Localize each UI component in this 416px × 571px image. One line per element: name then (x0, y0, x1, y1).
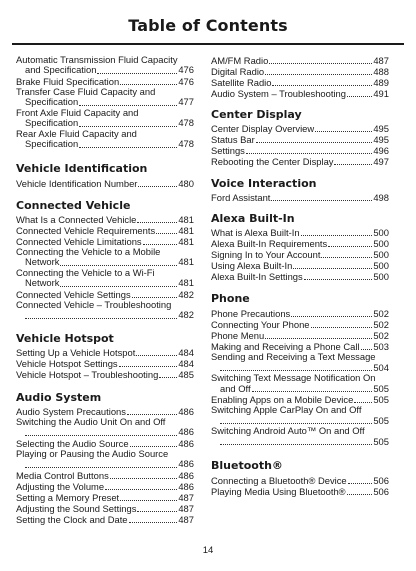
toc-entry-title: Connecting a Bluetooth® Device (211, 475, 347, 486)
toc-entry[interactable] (211, 308, 389, 319)
toc-column-right (211, 54, 389, 497)
toc-entry[interactable] (211, 405, 389, 426)
toc-entry-title: Alexa Built-In Requirements (211, 238, 328, 249)
toc-entry-page: 485 (178, 368, 194, 380)
toc-entry-page: 497 (373, 156, 389, 167)
toc-entry-title: Connected Vehicle – Troubleshooting (16, 298, 172, 310)
toc-entry[interactable] (211, 66, 389, 77)
toc-entry-page: 486 (178, 480, 194, 492)
toc-entry[interactable] (211, 77, 389, 88)
toc-entry-title: Switching Android Auto™ On and Off (211, 425, 365, 436)
toc-entry[interactable] (211, 134, 389, 145)
toc-entry[interactable] (211, 260, 389, 271)
toc-entry-title: Connecting Your Phone (211, 319, 310, 330)
toc-entry-page: 500 (373, 238, 389, 249)
toc-entry-page: 487 (178, 491, 194, 503)
toc-entry-page: 505 (373, 382, 389, 394)
toc-entry-page: 500 (373, 271, 389, 282)
toc-entry-title: Adjusting the Sound Settings (16, 502, 137, 514)
toc-entry-title: Transfer Case Fluid Capacity and (16, 85, 156, 97)
toc-entry-page: 495 (373, 123, 389, 134)
toc-entry-title: Settings (211, 145, 245, 156)
toc-entry-title: Status Bar (211, 134, 255, 145)
toc-entry-page: 481 (178, 235, 194, 247)
toc-entry-title: Playing Media Using Bluetooth® (211, 486, 346, 497)
toc-entry[interactable] (211, 88, 389, 99)
toc-entry-page: 498 (373, 192, 389, 203)
section-heading-audio-system: Audio System (16, 390, 102, 404)
toc-entry[interactable] (211, 475, 389, 486)
toc-entry-page: 486 (178, 426, 194, 437)
toc-entry[interactable] (16, 514, 194, 525)
toc-entry-title: Connected Vehicle Limitations (16, 235, 142, 247)
toc-entry-page: 481 (178, 256, 194, 267)
toc-entry-page: 484 (178, 357, 194, 369)
toc-entry-title: What Is a Connected Vehicle (16, 213, 137, 225)
toc-entry-title: Connecting the Vehicle to a Mobile (16, 245, 161, 257)
toc-entry[interactable] (211, 192, 389, 203)
toc-entry-page: 486 (178, 437, 194, 449)
toc-entry-title: Center Display Overview (211, 123, 315, 134)
toc-entry[interactable] (16, 268, 194, 289)
toc-entry-page: 506 (373, 475, 389, 486)
toc-entry-page: 486 (178, 469, 194, 481)
toc-entry[interactable] (16, 492, 194, 503)
toc-entry-title: Brake Fluid Specification (16, 75, 120, 87)
toc-entry-title: Rear Axle Fluid Capacity and (16, 127, 137, 139)
toc-entry-title-cont: Network (25, 256, 60, 267)
toc-entry-page: 481 (178, 213, 194, 225)
toc-entry-title: Digital Radio (211, 66, 265, 77)
toc-entry-page: 482 (178, 309, 194, 320)
toc-entry-title: Using Alexa Built-In (211, 260, 293, 271)
toc-entry[interactable] (16, 358, 194, 369)
toc-entry-title: Adjusting the Volume (16, 480, 105, 492)
toc-entry-title: Setting a Memory Preset (16, 491, 120, 503)
toc-entry[interactable] (211, 156, 389, 167)
toc-entry-title: Phone Precautions (211, 308, 291, 319)
toc-entry-page: 506 (373, 486, 389, 497)
toc-entry[interactable] (16, 438, 194, 449)
toc-entry[interactable] (16, 214, 194, 225)
toc-entry[interactable] (211, 249, 389, 260)
toc-entry[interactable] (211, 486, 389, 497)
toc-entry-title: Connected Vehicle Settings (16, 288, 131, 300)
toc-entry-page: 487 (178, 513, 194, 525)
toc-entry-page: 502 (373, 308, 389, 319)
toc-entry-title: Phone Menu (211, 330, 265, 341)
page-title: Table of Contents (128, 16, 288, 35)
toc-entry-title: Setting Up a Vehicle Hotspot (16, 346, 136, 358)
toc-entry[interactable] (211, 123, 389, 134)
toc-entry-page: 486 (178, 405, 194, 417)
toc-entry-title: Alexa Built-In Settings (211, 271, 303, 282)
toc-entry-page: 476 (178, 75, 194, 87)
toc-entry[interactable] (16, 247, 194, 268)
toc-entry-title: Audio System – Troubleshooting (211, 88, 346, 99)
toc-column-left (16, 54, 194, 525)
toc-entry-page: 489 (373, 77, 389, 88)
toc-entry-page: 487 (373, 55, 389, 66)
toc-entry-page: 476 (178, 64, 194, 75)
toc-entry[interactable] (16, 108, 194, 129)
section-heading-phone: Phone (211, 292, 250, 305)
toc-entry[interactable] (16, 406, 194, 417)
toc-entry[interactable] (16, 300, 194, 321)
toc-entry-title: Switching the Audio Unit On and Off (16, 415, 166, 427)
toc-entry-title-cont: and Off (220, 382, 251, 394)
toc-entry-page: 503 (373, 341, 389, 352)
toc-entry-title: Automatic Transmission Fluid Capacity (16, 53, 178, 65)
title-divider (12, 43, 404, 45)
toc-entry[interactable] (16, 76, 194, 87)
toc-entry[interactable] (16, 369, 194, 380)
toc-entry-title: Switching Apple CarPlay On and Off (211, 404, 362, 415)
toc-entry[interactable] (211, 227, 389, 238)
toc-entry-page: 487 (178, 502, 194, 514)
toc-entry[interactable] (211, 426, 389, 447)
toc-entry-title: Enabling Apps on a Mobile Device (211, 394, 354, 405)
toc-entry-title-cont: and Specification (25, 64, 97, 75)
toc-entry[interactable] (211, 373, 389, 394)
toc-entry-title: Setting the Clock and Date (16, 513, 128, 525)
toc-entry-title: AM/FM Radio (211, 55, 269, 66)
toc-entry-title-cont: Specification (25, 117, 79, 128)
toc-entry-title-cont: Network (25, 277, 60, 288)
toc-entry[interactable] (16, 289, 194, 300)
toc-entry[interactable] (16, 236, 194, 247)
toc-entry-title: Playing or Pausing the Audio Source (16, 447, 169, 459)
toc-entry[interactable] (16, 449, 194, 470)
toc-entry[interactable] (16, 55, 194, 76)
section-heading-vehicle-hotspot: Vehicle Hotspot (16, 331, 114, 345)
toc-entry-page: 505 (373, 414, 389, 426)
section-heading-center-display: Center Display (211, 108, 302, 121)
toc-entry-title: Vehicle Hotspot Settings (16, 357, 118, 369)
section-heading-voice-interaction: Voice Interaction (211, 177, 317, 190)
toc-entry-page: 484 (178, 346, 194, 358)
toc-entry-page: 496 (373, 145, 389, 156)
toc-entry-page: 500 (373, 227, 389, 238)
toc-entry-page: 502 (373, 319, 389, 330)
toc-entry-title: Ford Assistant (211, 192, 271, 203)
section-heading-bluetooth: Bluetooth® (211, 459, 283, 472)
toc-entry-title: Switching Text Message Notification On (211, 372, 376, 383)
toc-entry-page: 480 (178, 177, 194, 189)
toc-entry-title: What is Alexa Built-In (211, 227, 300, 238)
toc-entry-page: 478 (178, 138, 194, 149)
section-heading-connected-vehicle: Connected Vehicle (16, 198, 131, 212)
toc-entry-page: 481 (178, 277, 194, 288)
toc-entry-title: Selecting the Audio Source (16, 437, 129, 449)
toc-entry-title-cont: Specification (25, 138, 79, 149)
toc-entry[interactable] (211, 319, 389, 330)
toc-entry-title-cont: Specification (25, 96, 79, 107)
toc-entry-title: Sending and Receiving a Text Message (211, 351, 376, 362)
toc-entry-page: 482 (178, 288, 194, 300)
toc-entry-title: Rebooting the Center Display (211, 156, 334, 167)
toc-entry-title: Satellite Radio (211, 77, 272, 88)
toc-entry[interactable] (16, 178, 194, 189)
toc-entry[interactable] (211, 238, 389, 249)
section-heading-alexa: Alexa Built-In (211, 212, 295, 225)
toc-entry-title: Media Control Buttons (16, 469, 109, 481)
toc-entry-page: 504 (373, 361, 389, 373)
toc-entry[interactable] (16, 347, 194, 358)
toc-entry[interactable] (16, 129, 194, 150)
page-number: 14 (202, 545, 214, 556)
toc-entry-title: Vehicle Hotspot – Troubleshooting (16, 368, 159, 380)
toc-entry-page: 500 (373, 260, 389, 271)
toc-entry-title: Audio System Precautions (16, 405, 126, 417)
toc-entry-page: 505 (373, 394, 389, 405)
toc-entry[interactable] (16, 481, 194, 492)
toc-entry-page: 477 (178, 96, 194, 107)
toc-entry-page: 502 (373, 330, 389, 341)
toc-entry[interactable] (16, 503, 194, 514)
toc-entry-page: 495 (373, 134, 389, 145)
toc-entry-title: Connecting the Vehicle to a Wi-Fi (16, 266, 155, 278)
toc-entry-title: Vehicle Identification Number (16, 177, 138, 189)
toc-entry-page: 500 (373, 249, 389, 260)
toc-entry-page: 488 (373, 66, 389, 77)
toc-entry[interactable] (16, 470, 194, 481)
toc-entry[interactable] (16, 87, 194, 108)
toc-entry[interactable] (211, 55, 389, 66)
section-heading-vehicle-identification: Vehicle Identification (16, 161, 148, 175)
toc-entry[interactable] (16, 225, 194, 236)
toc-entry-page: 491 (373, 88, 389, 99)
toc-entry[interactable] (211, 271, 389, 282)
toc-entry-title: Connected Vehicle Requirements (16, 224, 156, 236)
toc-entry[interactable] (211, 352, 389, 373)
toc-entry-page: 478 (178, 117, 194, 128)
toc-entry-page: 481 (178, 224, 194, 236)
toc-entry-page: 505 (373, 435, 389, 447)
toc-entry-title: Signing In to Your Account (211, 249, 321, 260)
toc-entry[interactable] (211, 330, 389, 341)
toc-entry-page: 486 (178, 458, 194, 469)
toc-entry[interactable] (16, 417, 194, 438)
toc-entry-title: Making and Receiving a Phone Call (211, 341, 360, 352)
toc-entry[interactable] (211, 145, 389, 156)
toc-entry-title: Front Axle Fluid Capacity and (16, 106, 139, 118)
